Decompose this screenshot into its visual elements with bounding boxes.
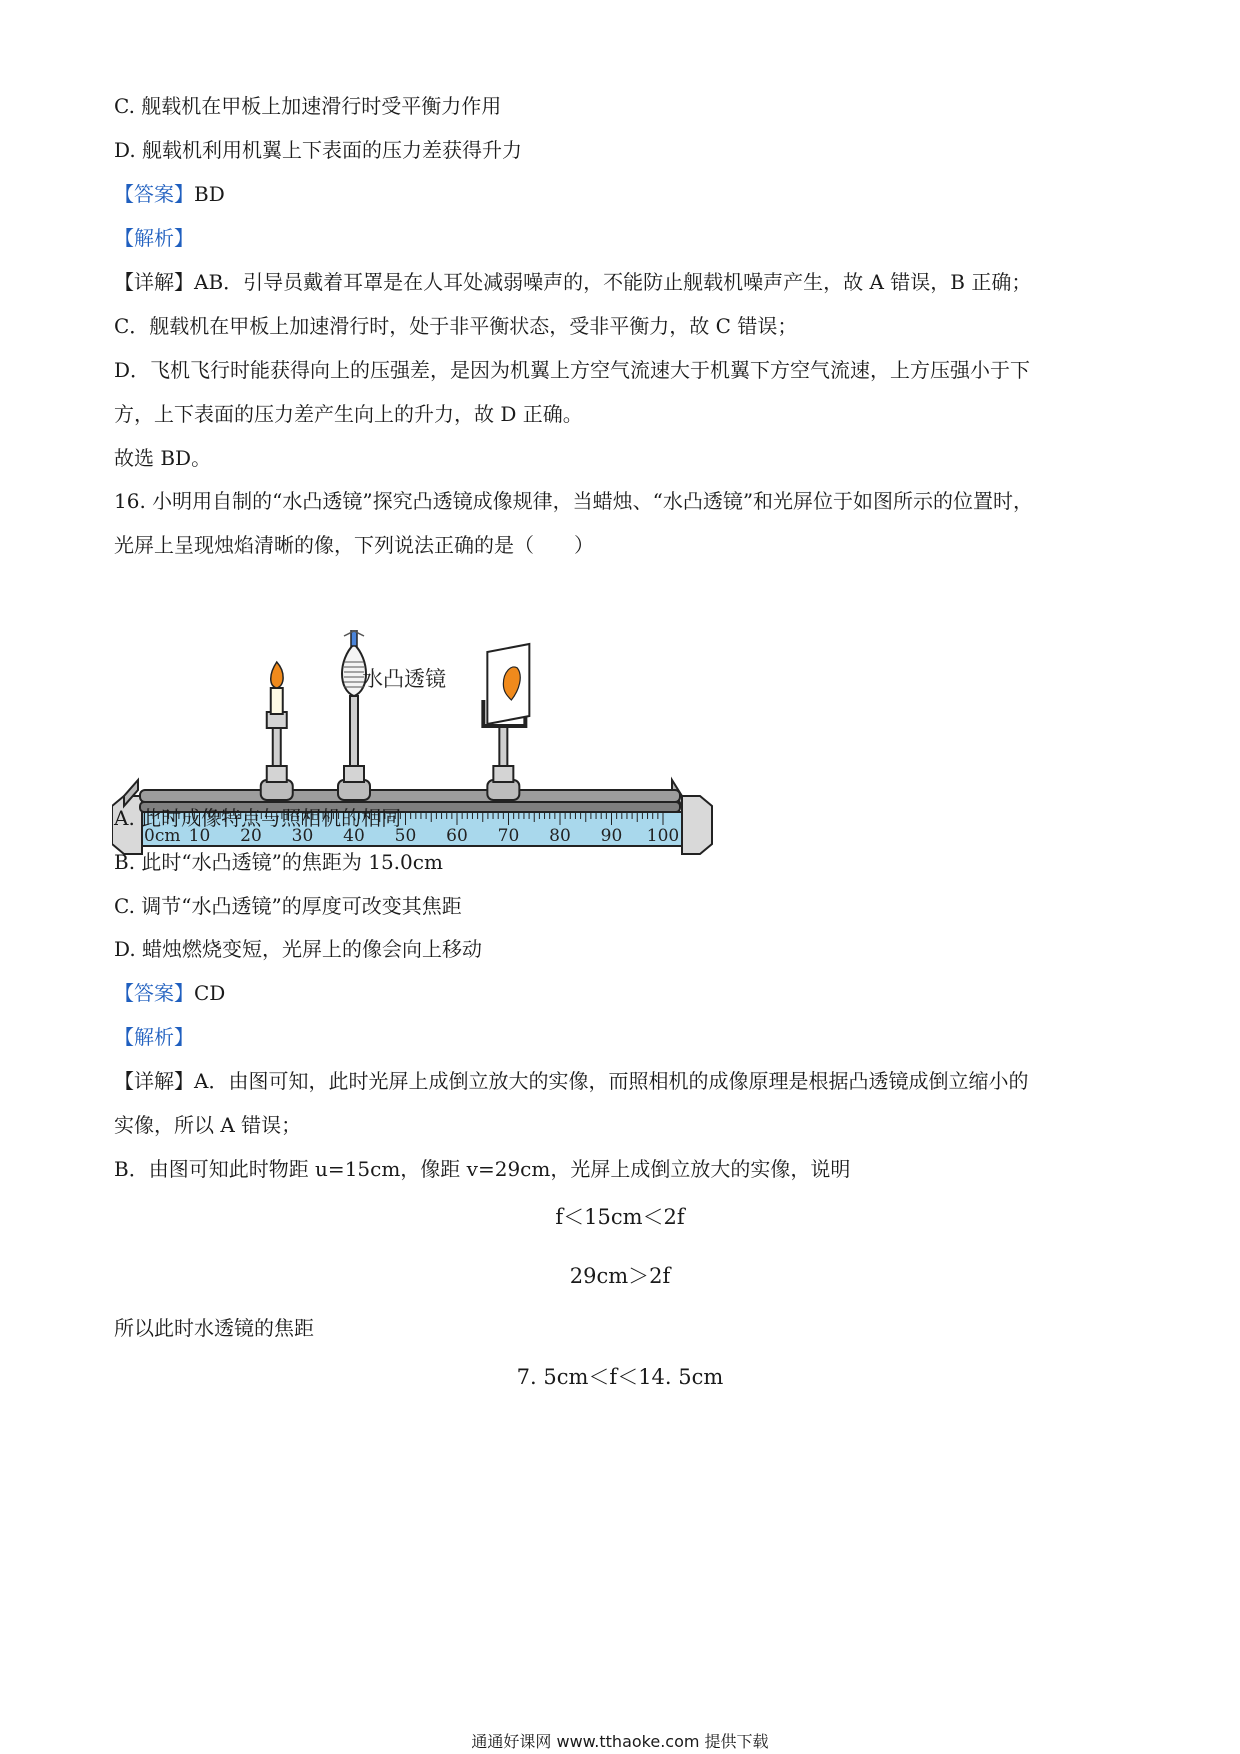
prev-option-c: C. 舰载机在甲板上加速滑行时受平衡力作用 [114,94,502,118]
q16-answer [114,979,225,1007]
scale-label: 0cm [144,826,181,846]
prev-option-d: D. 舰载机利用机翼上下表面的压力差获得升力 [114,138,523,162]
holder-base [267,766,287,782]
q16-option-d: D. 蜡烛燃烧变短，光屏上的像会向上移动 [114,937,483,961]
scale-label: 70 [497,826,520,846]
q16-option-b: B. 此时“水凸透镜”的焦距为 15.0cm [114,850,443,874]
scale-label: 80 [549,826,571,846]
right-end-block [682,796,712,854]
answer-value: BD [194,182,225,206]
prev-answer [114,180,225,208]
q16-analysis-tag: 【解析】 [114,1025,194,1049]
q16-stem-line-2: 光屏上呈现烛焰清晰的像，下列说法正确的是（ ） [114,533,594,557]
lens-label: 水凸透镜 [362,667,446,691]
candle-post [273,726,281,766]
prev-detail-5: 故选 BD。 [114,446,212,470]
q16-detail-3: B．由图可知此时物距 u=15cm，像距 v=29cm，光屏上成倒立放大的实像，说明 [114,1157,851,1181]
scale-label: 100 [646,826,680,846]
holder-base [493,766,513,782]
answer-tag: 【答案】 [114,182,194,206]
prev-detail-1: 【详解】AB．引导员戴着耳罩是在人耳处减弱噪声的，不能防止舰载机噪声产生，故 A 错误，B 正确； [114,270,1032,294]
q16-option-a: A. 此时成像特点与照相机的相同 [114,806,402,830]
q16-detail-4: 所以此时水透镜的焦距 [114,1316,314,1340]
scale-label: 10 [188,826,211,846]
scale-label: 30 [291,826,314,846]
q16-detail-2: 实像，所以 A 错误； [114,1113,302,1137]
light-screen-holder [483,644,529,800]
page-footer: 通通好课网 www.tthaoke.com 提供下载 [471,1732,769,1751]
scale-label: 90 [600,826,623,846]
scale-label: 50 [394,826,417,846]
answer-value: CD [194,981,226,1005]
screen-post [499,726,507,766]
lens-post [350,696,358,766]
prev-detail-4: 方，上下表面的压力差产生向上的升力，故 D 正确。 [114,402,583,426]
candle-holder [261,662,293,800]
candle-body [271,688,283,714]
q16-stem-line-1: 16. 小明用自制的“水凸透镜”探究凸透镜成像规律，当蜡烛、“水凸透镜”和光屏位于如图所示的位置时， [114,489,1034,513]
prev-detail-3: D．飞机飞行时能获得向上的压强差，是因为机翼上方空气流速大于机翼下方空气流速，上方压强小于下 [114,358,1031,382]
water-lens-holder [338,630,370,800]
bench-rail-top [140,790,680,802]
answer-tag: 【答案】 [114,981,194,1005]
candle-flame [271,662,283,688]
formula-2: 29cm＞2f [569,1264,671,1288]
formula-1: f＜15cm＜2f [555,1205,685,1229]
prev-analysis-tag: 【解析】 [114,226,194,250]
q16-detail-1: 【详解】A．由图可知，此时光屏上成倒立放大的实像，而照相机的成像原理是根据凸透镜成倒立缩小的 [114,1069,1029,1093]
prev-detail-2: C．舰载机在甲板上加速滑行时，处于非平衡状态，受非平衡力，故 C 错误； [114,314,798,338]
scale-label: 20 [240,826,262,846]
scale-label: 60 [446,826,468,846]
formula-3: 7. 5cm＜f＜14. 5cm [516,1365,724,1389]
q16-option-c: C. 调节“水凸透镜”的厚度可改变其焦距 [114,894,462,918]
scale-label: 40 [343,826,365,846]
holder-base [344,766,364,782]
